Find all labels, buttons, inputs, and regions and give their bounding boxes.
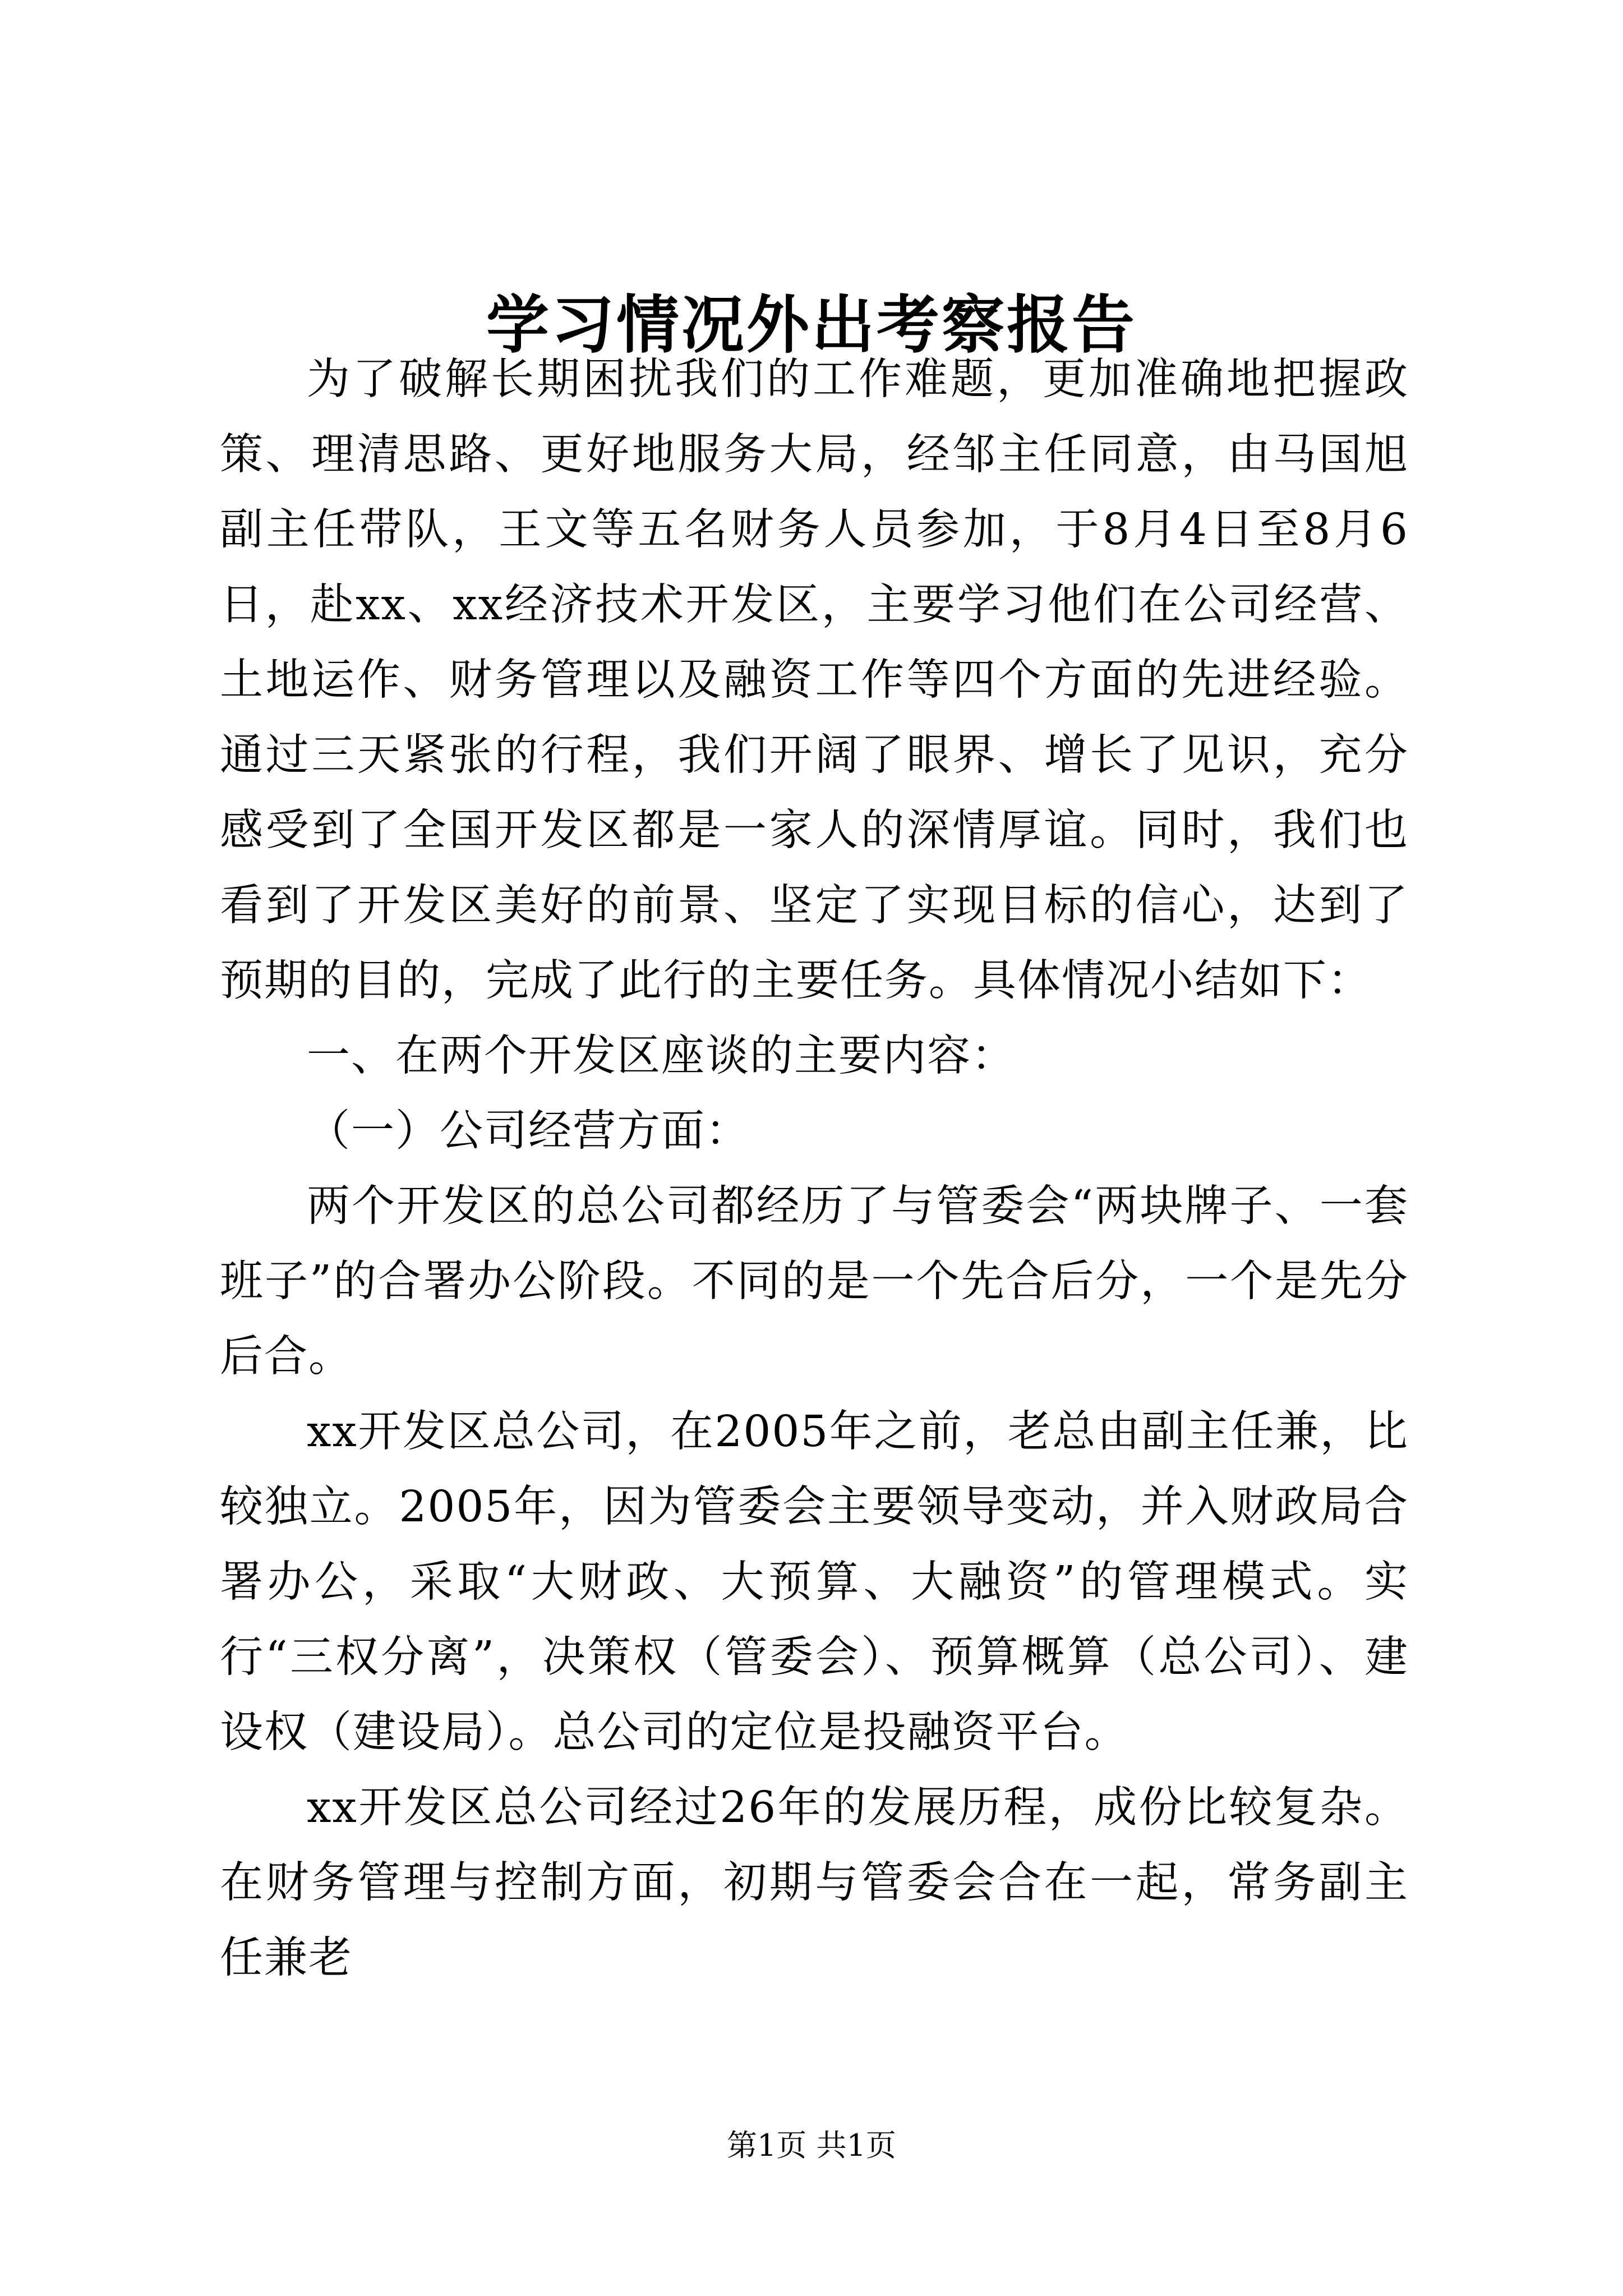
document-body bbox=[220, 342, 1409, 1996]
document-title: 学习情况外出考察报告 bbox=[486, 288, 1137, 362]
paragraph-company-one: xx开发区总公司，在2005年之前，老总由副主任兼，比较独立。2005年，因为管委会主要领导变动，并入财政局合署办公，采取“大财政、大预算、大融资”的管理模式。实行“三权分离”，决策权（管委会）、预算概算（总公司）、建设权（建设局）。总公司的定位是投融资平台。 bbox=[220, 1407, 1409, 1757]
page-footer: 第1页 共1页 bbox=[727, 2128, 896, 2163]
paragraph-company-two: xx开发区总公司经过26年的发展历程，成份比较复杂。在财务管理与控制方面，初期与管委会合在一起，常务副主任兼老 bbox=[220, 1783, 1409, 1983]
paragraph-company-overview: 两个开发区的总公司都经历了与管委会“两块牌子、一套班子”的合署办公阶段。不同的是一个先合后分，一个是先分后合。 bbox=[220, 1181, 1409, 1382]
paragraph-subsection-heading: （一）公司经营方面： bbox=[307, 1106, 750, 1156]
paragraph-section-heading: 一、在两个开发区座谈的主要内容： bbox=[307, 1031, 1016, 1081]
paragraph-intro: 为了破解长期困扰我们的工作难题，更加准确地把握政策、理清思路、更好地服务大局，经邹主任同意，由马国旭副主任带队，王文等五名财务人员参加，于8月4日至8月6日，赴xx、xx经济技术开发区，主要学习他们在公司经营、土地运作、财务管理以及融资工作等四个方面的先进经验。通过三天紧张的行程，我们开阔了眼界、增长了见识，充分感受到了全国开发区都是一家人的深情厚谊。同时，我们也看到了开发区美好的前景、坚定了实现目标的信心，达到了预期的目的，完成了此行的主要任务。具体情况小结如下： bbox=[220, 355, 1409, 1006]
